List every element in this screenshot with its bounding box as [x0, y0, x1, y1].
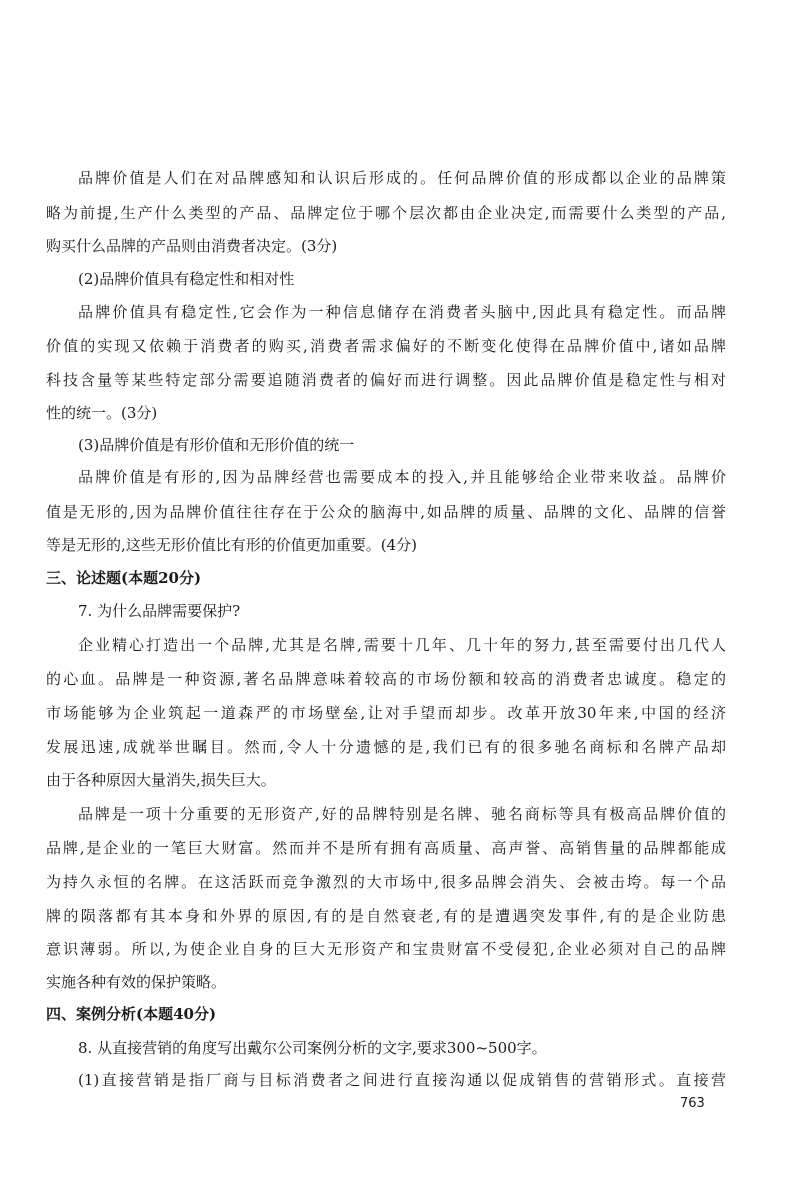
- question-7: 7. 为什么品牌需要保护?: [78, 602, 241, 620]
- subheading-3: (3)品牌价值是有形价值和无形价值的统一: [78, 436, 355, 454]
- para3-line-1: 品牌价值是有形的,因为品牌经营也需要成本的投入,并且能够给企业带来收益。品牌价: [78, 468, 726, 486]
- para3-line-2: 值是无形的,因为品牌价值往往存在于公众的脑海中,如品牌的质量、品牌的文化、品牌的信誉: [46, 503, 726, 521]
- para5-line-1: 品牌是一项十分重要的无形资产,好的品牌特别是名牌、驰名商标等具有极高品牌价值的: [78, 805, 726, 823]
- page-number: 763: [680, 1096, 705, 1111]
- para5-line-5: 意识薄弱。所以,为使企业自身的巨大无形资产和宝贵财富不受侵犯,企业必须对自己的品牌: [46, 940, 726, 958]
- para2-line-2: 价值的实现又依赖于消费者的购买,消费者需求偏好的不断变化使得在品牌价值中,诸如品牌: [46, 337, 726, 355]
- para6-line-1: (1)直接营销是指厂商与目标消费者之间进行直接沟通以促成销售的营销形式。直接营: [78, 1071, 726, 1089]
- para5-line-3: 为持久永恒的名牌。在这活跃而竞争激烈的大市场中,很多品牌会消失、会被击垮。每一个品: [46, 873, 726, 891]
- para4-line-5: 由于各种原因大量消失,损失巨大。: [46, 771, 276, 789]
- para1-line-2: 略为前提,生产什么类型的产品、品牌定位于哪个层次都由企业决定,而需要什么类型的产品,: [46, 204, 726, 222]
- para5-line-6: 实施各种有效的保护策略。: [46, 973, 227, 991]
- para4-line-2: 的心血。品牌是一种资源,著名品牌意味着较高的市场份额和较高的消费者忠诚度。稳定的: [46, 670, 726, 688]
- subheading-2: (2)品牌价值具有稳定性和相对性: [78, 270, 295, 288]
- para2-line-3: 科技含量等某些特定部分需要追随消费者的偏好而进行调整。因此品牌价值是稳定性与相对: [46, 371, 726, 389]
- para1-line-1: 品牌价值是人们在对品牌感知和认识后形成的。任何品牌价值的形成都以企业的品牌策: [78, 169, 726, 187]
- question-8: 8. 从直接营销的角度写出戴尔公司案例分析的文字,要求300~500字。: [78, 1039, 547, 1057]
- para1-line-3: 购买什么品牌的产品则由消费者决定。(3分): [46, 237, 338, 255]
- para2-line-1: 品牌价值具有稳定性,它会作为一种信息储存在消费者头脑中,因此具有稳定性。而品牌: [78, 303, 726, 321]
- para4-line-4: 发展迅速,成就举世瞩目。然而,令人十分遗憾的是,我们已有的很多驰名商标和名牌产品却: [46, 738, 726, 756]
- para4-line-1: 企业精心打造出一个品牌,尤其是名牌,需要十几年、几十年的努力,甚至需要付出几代人: [78, 636, 726, 654]
- para2-line-4: 性的统一。(3分): [46, 404, 158, 422]
- para4-line-3: 市场能够为企业筑起一道森严的市场壁垒,让对手望而却步。改革开放30年来,中国的经济: [46, 704, 726, 722]
- para5-line-4: 牌的陨落都有其本身和外界的原因,有的是自然衰老,有的是遭遇突发事件,有的是企业防患: [46, 907, 726, 925]
- para5-line-2: 品牌,是企业的一笔巨大财富。然而并不是所有拥有高质量、高声誉、高销售量的品牌都能成: [46, 839, 726, 857]
- section-4-heading: 四、案例分析(本题40分): [46, 1005, 217, 1023]
- section-3-heading: 三、论述题(本题20分): [46, 569, 202, 587]
- para3-line-3: 等是无形的,这些无形价值比有形的价值更加重要。(4分): [46, 536, 418, 554]
